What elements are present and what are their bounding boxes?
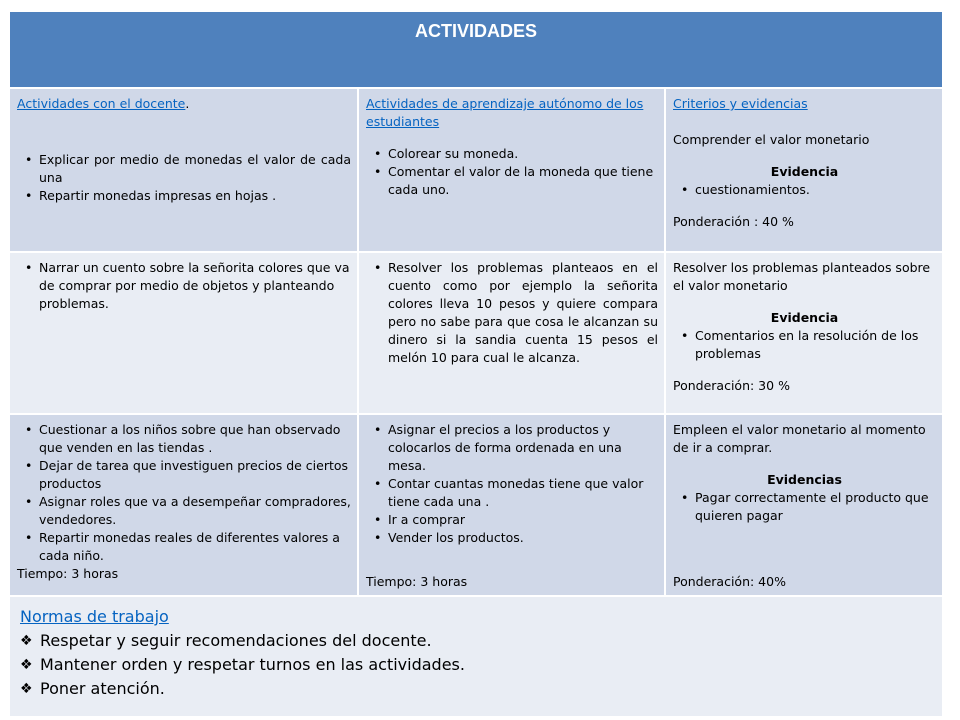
list-row2-c2 bbox=[366, 259, 658, 367]
weight-text: Ponderación: 40% bbox=[673, 574, 786, 589]
list-row3-c2 bbox=[366, 421, 658, 547]
cell-teacher-activities-3 bbox=[10, 415, 359, 595]
evidence-list bbox=[673, 181, 936, 199]
list-row1-c2 bbox=[366, 145, 658, 199]
cell-student-activities-1 bbox=[359, 89, 666, 251]
list-item: • Colorear su moneda. bbox=[366, 145, 658, 163]
evidence-label: Evidencia bbox=[770, 310, 839, 325]
header-link-criteria[interactable]: Criterios y evidencias bbox=[673, 96, 808, 111]
evidence-list bbox=[673, 489, 936, 525]
time-text: Tiempo: 3 horas bbox=[17, 566, 119, 581]
work-rules-title[interactable]: Normas de trabajo bbox=[20, 607, 169, 626]
cell-student-activities-3 bbox=[359, 415, 666, 595]
evidence-label: Evidencia bbox=[770, 164, 839, 179]
work-rules-section bbox=[10, 597, 942, 716]
cell-criteria-2 bbox=[666, 253, 942, 413]
list-item: • Comentar el valor de la moneda que tiene cada uno. bbox=[366, 163, 658, 199]
list-item: • cuestionamientos. bbox=[673, 181, 936, 199]
cell-teacher-activities-1: Actividades con el docente. • Explicar por medio de monedas el valor de cada una • Repartir monedas impresas en hojas . bbox=[10, 89, 359, 251]
list-item: • Contar cuantas monedas tiene que valor tiene cada una . bbox=[366, 475, 658, 511]
list-item: • Explicar por medio de monedas el valor de cada una bbox=[17, 151, 351, 187]
table-row-2 bbox=[10, 253, 942, 415]
list-item: • Asignar el precios a los productos y colocarlos de forma ordenada en una mesa. bbox=[366, 421, 658, 475]
list-item: • Asignar roles que va a desempeñar compradores, vendedores. bbox=[17, 493, 351, 529]
list-row3-c1 bbox=[17, 421, 351, 565]
table-row-3 bbox=[10, 415, 942, 597]
cell-criteria-1 bbox=[666, 89, 942, 251]
criteria-text: Empleen el valor monetario al momento de ir a comprar. bbox=[673, 422, 926, 455]
list-row1-c1 bbox=[17, 151, 351, 205]
list-item: • Pagar correctamente el producto que quieren pagar bbox=[673, 489, 936, 525]
time-text: Tiempo: 3 horas bbox=[366, 574, 468, 589]
list-item: • Repartir monedas impresas en hojas . bbox=[17, 187, 351, 205]
list-item: • Dejar de tarea que investiguen precios de ciertos productos bbox=[17, 457, 351, 493]
table-row-1 bbox=[10, 89, 942, 253]
list-item: ❖ Poner atención. bbox=[18, 677, 942, 701]
list-item: • Narrar un cuento sobre la señorita colores que va de comprar por medio de objetos y planteando problemas. bbox=[17, 259, 351, 313]
list-item: • Ir a comprar bbox=[366, 511, 658, 529]
criteria-text: Resolver los problemas planteados sobre el valor monetario bbox=[673, 260, 931, 293]
work-rules-list bbox=[18, 629, 942, 701]
evidence-label: Evidencias bbox=[767, 472, 842, 487]
table-title: ACTIVIDADES bbox=[10, 12, 942, 89]
criteria-text: Comprender el valor monetario bbox=[673, 132, 870, 147]
activities-table bbox=[10, 12, 942, 716]
list-item: ❖ Mantener orden y respetar turnos en las actividades. bbox=[18, 653, 942, 677]
list-item: • Vender los productos. bbox=[366, 529, 658, 547]
cell-student-activities-2 bbox=[359, 253, 666, 413]
list-row2-c1 bbox=[17, 259, 351, 313]
weight-text: Ponderación: 30 % bbox=[673, 378, 790, 393]
cell-teacher-activities-2 bbox=[10, 253, 359, 413]
list-item: ❖ Respetar y seguir recomendaciones del docente. bbox=[18, 629, 942, 653]
header-link-student-activities[interactable]: Actividades de aprendizaje autónomo de los estudiantes bbox=[366, 96, 644, 129]
list-item: • Comentarios en la resolución de los problemas bbox=[673, 327, 936, 363]
list-item: • Cuestionar a los niños sobre que han observado que venden en las tiendas . bbox=[17, 421, 351, 457]
header-link-teacher-activities[interactable]: Actividades con el docente bbox=[17, 96, 186, 111]
cell-criteria-3 bbox=[666, 415, 942, 595]
weight-text: Ponderación : 40 % bbox=[673, 214, 794, 229]
list-item: • Resolver los problemas planteaos en el cuento como por ejemplo la señorita colores lleva 10 pesos y quiere compara pero no sabe para que cosa le alcanzan su dinero si la sandia cuenta 15 pesos el melón 10 para cual le alcanza. bbox=[366, 259, 658, 367]
list-item: • Repartir monedas reales de diferentes valores a cada niño. bbox=[17, 529, 351, 565]
evidence-list bbox=[673, 327, 936, 363]
